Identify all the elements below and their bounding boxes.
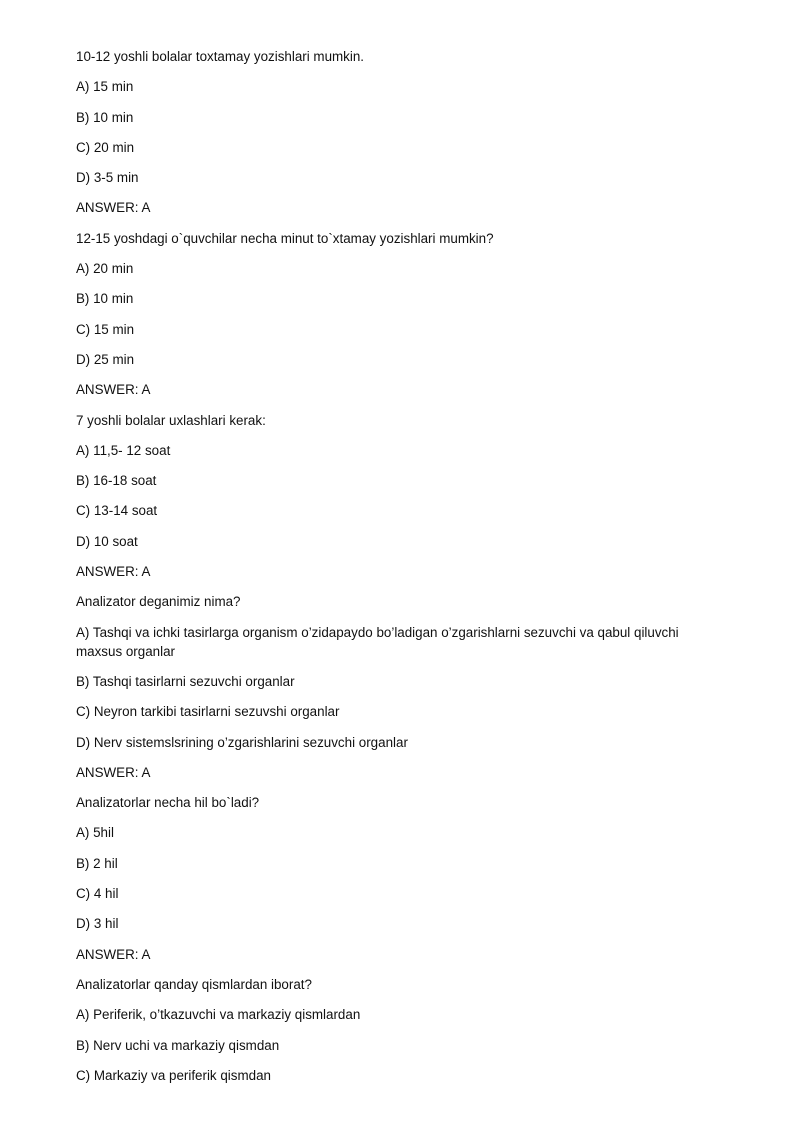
option-c: C) 15 min (76, 321, 135, 337)
option-a: A) 15 min (76, 79, 134, 95)
option-a: A) Tashqi va ichki tasirlarga organism o’zidapaydo bo’ladigan o’zgarishlarni sezuvchi va qabul qiluvchi maxsus organlar (76, 624, 679, 659)
option-d: D) 3-5 min (76, 170, 139, 186)
option-b: B) 2 hil (76, 855, 118, 871)
option-b: B) Tashqi tasirlarni sezuvchi organlar (76, 673, 295, 689)
question-text: Analizatorlar qanday qismlardan iborat? (76, 976, 312, 992)
option-c: C) Neyron tarkibi tasirlarni sezuvshi organlar (76, 704, 340, 720)
option-b: B) 16-18 soat (76, 473, 157, 489)
option-d: D) 25 min (76, 351, 135, 367)
question-text: 10-12 yoshli bolalar toxtamay yozishlari mumkin. (76, 49, 365, 64)
question-text: 12-15 yoshdagi o`quvchilar necha minut to`xtamay yozishlari mumkin? (76, 230, 494, 246)
option-d: D) 10 soat (76, 533, 138, 549)
option-c: C) Markaziy va periferik qismdan (76, 1067, 271, 1083)
option-b: B) Nerv uchi va markaziy qismdan (76, 1037, 280, 1053)
answer-line: ANSWER: A (76, 946, 151, 962)
answer-line: ANSWER: A (76, 200, 151, 216)
option-a: A) Periferik, o’tkazuvchi va markaziy qismlardan (76, 1007, 361, 1023)
option-d: D) Nerv sistemslsrining o’zgarishlarini sezuvchi organlar (76, 734, 408, 750)
answer-line: ANSWER: A (76, 764, 151, 780)
option-a: A) 20 min (76, 261, 134, 277)
option-c: C) 20 min (76, 139, 135, 155)
option-b: B) 10 min (76, 291, 134, 307)
option-a: A) 11,5- 12 soat (76, 442, 171, 458)
answer-line: ANSWER: A (76, 564, 151, 580)
option-b: B) 10 min (76, 109, 134, 125)
option-c: C) 13-14 soat (76, 503, 158, 519)
option-c: C) 4 hil (76, 886, 119, 902)
option-d: D) 3 hil (76, 916, 119, 932)
document-content (76, 47, 716, 1096)
answer-line: ANSWER: A (76, 382, 151, 398)
question-text: 7 yoshli bolalar uxlashlari kerak: (76, 412, 266, 428)
question-text: Analizator deganimiz nima? (76, 594, 241, 610)
question-text: Analizatorlar necha hil bo`ladi? (76, 795, 260, 811)
option-a: A) 5hil (76, 825, 114, 841)
